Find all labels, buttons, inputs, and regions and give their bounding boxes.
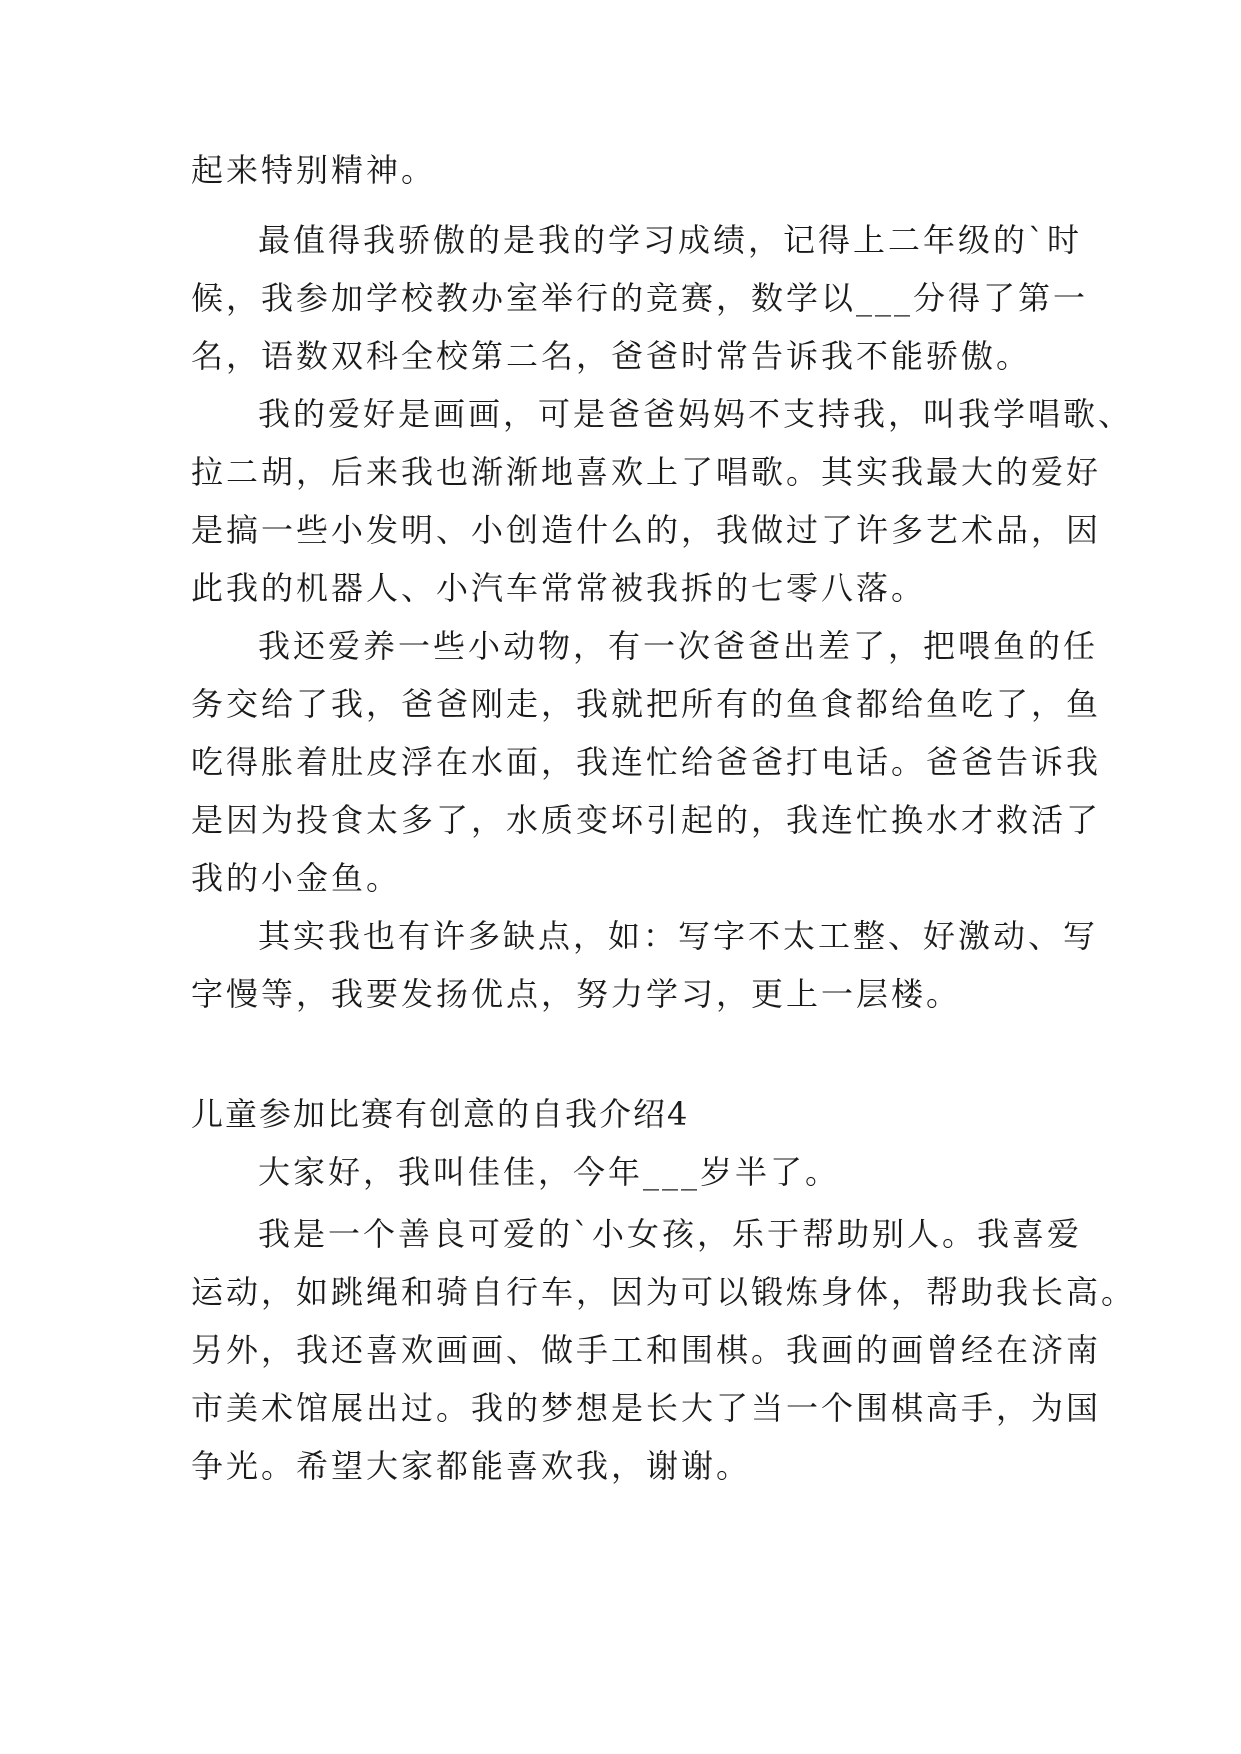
text-line: 运动，如跳绳和骑自行车，因为可以锻炼身体，帮助我长高。 xyxy=(191,1273,1137,1311)
paragraph-start-line: 我还爱养一些小动物，有一次爸爸出差了，把喂鱼的任 xyxy=(258,627,1099,665)
text-line: 是因为投食太多了，水质变坏引起的，我连忙换水才救活了 xyxy=(191,801,1102,839)
text-line: 争光。希望大家都能喜欢我，谢谢。 xyxy=(191,1447,752,1485)
text-line: 起来特别精神。 xyxy=(191,151,437,189)
text-line: 是搞一些小发明、小创造什么的，我做过了许多艺术品，因 xyxy=(191,511,1102,549)
paragraph-start-line: 我是一个善良可爱的`小女孩，乐于帮助别人。我喜爱 xyxy=(258,1215,1083,1253)
paragraph-start-line: 大家好，我叫佳佳，今年___岁半了。 xyxy=(258,1153,841,1191)
text-line: 市美术馆展出过。我的梦想是长大了当一个围棋高手，为国 xyxy=(191,1389,1102,1427)
paragraph-start-line: 我的爱好是画画，可是爸爸妈妈不支持我，叫我学唱歌、 xyxy=(258,395,1134,433)
text-line: 务交给了我，爸爸刚走，我就把所有的鱼食都给鱼吃了，鱼 xyxy=(191,685,1102,723)
text-line: 吃得胀着肚皮浮在水面，我连忙给爸爸打电话。爸爸告诉我 xyxy=(191,743,1102,781)
text-line: 另外，我还喜欢画画、做手工和围棋。我画的画曾经在济南 xyxy=(191,1331,1102,1369)
text-line: 字慢等，我要发扬优点，努力学习，更上一层楼。 xyxy=(191,975,962,1013)
paragraph-start-line: 最值得我骄傲的是我的学习成绩，记得上二年级的`时 xyxy=(258,221,1083,259)
text-line: 候，我参加学校教办室举行的竞赛，数学以___分得了第一 xyxy=(191,279,1089,317)
text-line: 我的小金鱼。 xyxy=(191,859,402,897)
text-line: 拉二胡，后来我也渐渐地喜欢上了唱歌。其实我最大的爱好 xyxy=(191,453,1102,491)
section-heading: 儿童参加比赛有创意的自我介绍4 xyxy=(191,1095,690,1133)
text-line: 名，语数双科全校第二名，爸爸时常告诉我不能骄傲。 xyxy=(191,337,1032,375)
paragraph-start-line: 其实我也有许多缺点，如：写字不太工整、好激动、写 xyxy=(258,917,1099,955)
text-line: 此我的机器人、小汽车常常被我拆的七零八落。 xyxy=(191,569,927,607)
